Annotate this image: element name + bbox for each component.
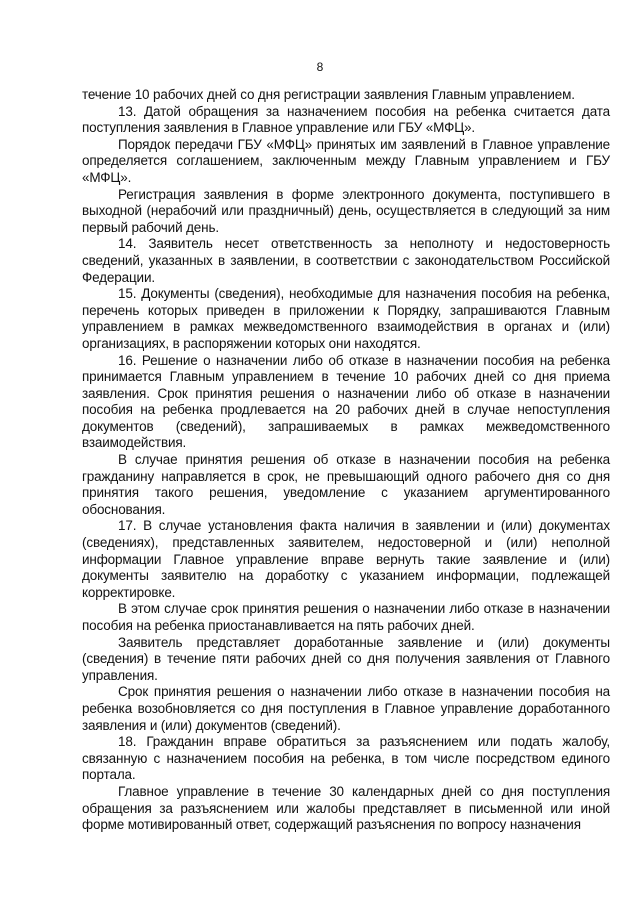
- paragraph-resumption: Срок принятия решения о назначении либо отказе в назначении пособия на ребенка возобновляется со дня поступления в Главное управление доработанного заявления и (или) документов (сведений).: [82, 684, 610, 733]
- page-number: 8: [316, 60, 324, 74]
- document-body: [82, 87, 610, 834]
- paragraph-resubmission: Заявитель представляет доработанные заявление и (или) документы (сведения) в течение пяти рабочих дней со дня получения заявления от Главного управления.: [82, 634, 610, 683]
- paragraph-14: 14. Заявитель несет ответственность за неполноту и недостоверность сведений, указанных в заявлении, в соответствии с законодательством Российской Федерации.: [82, 236, 610, 285]
- paragraph-suspension: В этом случае срок принятия решения о назначении либо отказе в назначении пособия на ребенка приостанавливается на пять рабочих дней.: [82, 601, 610, 633]
- paragraph-13: 13. Датой обращения за назначением пособия на ребенка считается дата поступления заявления в Главное управление или ГБУ «МФЦ».: [82, 103, 610, 136]
- paragraph-continuation: течение 10 рабочих дней со дня регистрации заявления Главным управлением.: [82, 87, 575, 102]
- paragraph-electronic-registration: Регистрация заявления в форме электронного документа, поступившего в выходной (нерабочий или праздничный) день, осуществляется в следующий за ним первый рабочий день.: [82, 186, 610, 235]
- paragraph-refusal-notice: В случае принятия решения об отказе в назначении пособия на ребенка гражданину направляется в срок, не превышающий одного рабочего дня со дня принятия такого решения, уведомление с указанием аргументированного обоснования.: [82, 452, 610, 517]
- paragraph-transfer-order: Порядок передачи ГБУ «МФЦ» принятых им заявлений в Главное управление определяется соглашением, заключенным между Главным управлением и ГБУ «МФЦ».: [82, 136, 610, 185]
- paragraph-16: 16. Решение о назначении либо об отказе в назначении пособия на ребенка принимается Главным управлением в течение 10 рабочих дней со дня приема заявления. Срок принятия решения о назначении либо об отказе в назначении пособия на ребенка продлевается на 20 рабочих дней в случае непоступления документов (сведений), запрашиваемых в рамках межведомственного взаимодействия.: [82, 352, 610, 451]
- paragraph-18: 18. Гражданин вправе обратиться за разъяснением или подать жалобу, связанную с назначением пособия на ребенка, в том числе посредством единого портала.: [82, 734, 610, 783]
- paragraph-15: 15. Документы (сведения), необходимые для назначения пособия на ребенка, перечень которых приведен в приложении к Порядку, запрашиваются Главным управлением в рамках межведомственного взаимодействия в органах и (или) организациях, в распоряжении которых они находятся.: [82, 286, 610, 351]
- paragraph-response: Главное управление в течение 30 календарных дней со дня поступления обращения за разъяснением или жалобы представляет в письменной или иной форме мотивированный ответ, содержащий разъяснения по вопросу назначения: [82, 783, 610, 833]
- paragraph-17: 17. В случае установления факта наличия в заявлении и (или) документах (сведениях), представленных заявителем, недостоверной и (или) неполной информации Главное управление вправе вернуть такие заявление и (или) документы заявителю на доработку с указанием информации, подлежащей корректировке.: [82, 518, 610, 600]
